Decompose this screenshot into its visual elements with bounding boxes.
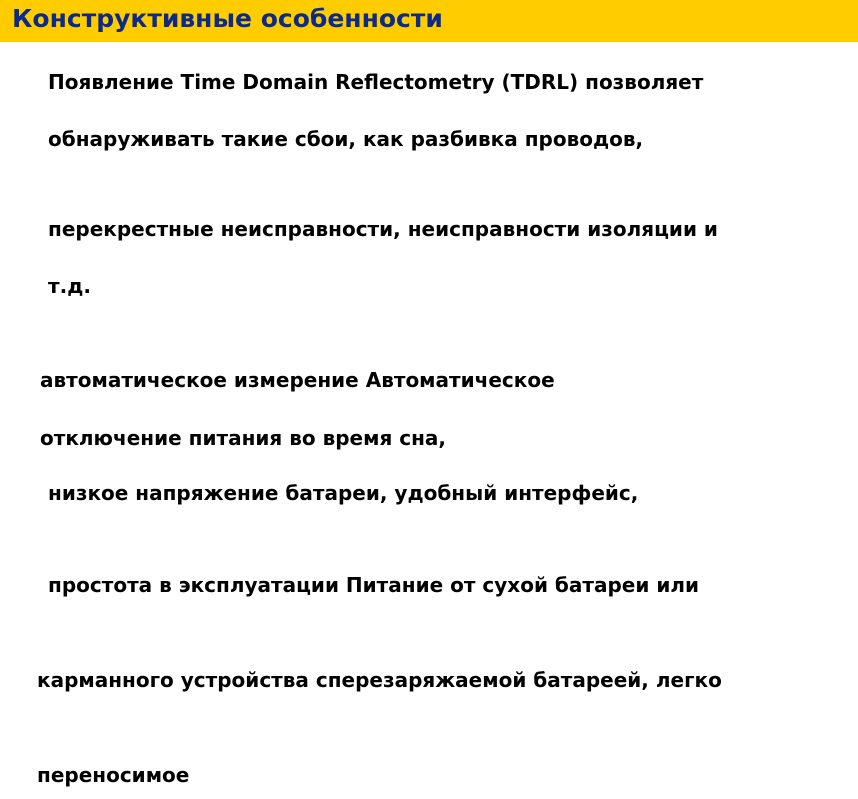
body-line-9: карманного устройства сперезаряжаемой батареей, легко [37,668,722,692]
body-line-1: Появление Time Domain Reflectometry (TDRL) позволяет [48,70,704,94]
body-line-8: простота в эксплуатации Питание от сухой батареи или [48,573,700,597]
body-line-10: переносимое [37,763,190,787]
body-line-3: перекрестные неисправности, неисправности изоляции и [48,217,718,241]
body-line-7: низкое напряжение батареи, удобный интерфейс, [48,481,639,505]
page-title: Конструктивные особенности [12,4,443,33]
header-bar [0,0,858,42]
body-line-2: обнаруживать такие сбои, как разбивка проводов, [48,127,644,151]
body-line-4: т.д. [48,274,91,298]
body-line-5: автоматическое измерение Автоматическое [40,368,555,392]
body-line-6: отключение питания во время сна, [40,426,447,450]
